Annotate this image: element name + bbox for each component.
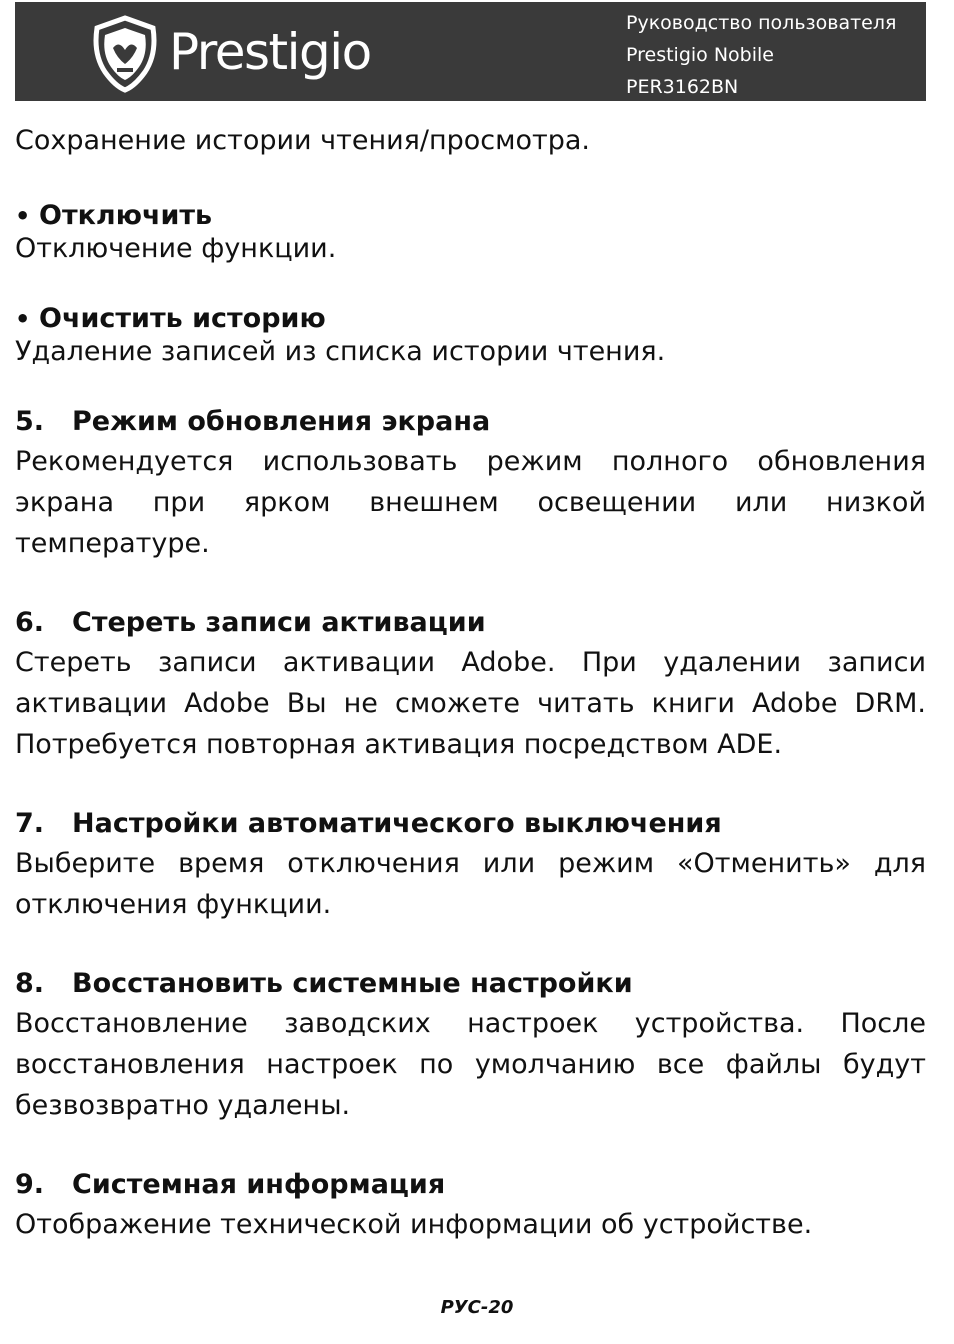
model-number: PER3162BN (626, 76, 739, 98)
prestigio-shield-icon (87, 14, 163, 94)
bullet-text: Отключение функции. (15, 233, 337, 264)
section-title: Восстановить системные настройки (72, 968, 633, 999)
manual-title: Руководство пользователя (626, 12, 897, 34)
prestigio-logo (87, 14, 417, 94)
page-header (15, 2, 926, 101)
section-7 (15, 805, 926, 925)
bullet-item (15, 301, 926, 367)
section-number: 7. (15, 808, 45, 839)
bullet-title: Отключить (39, 200, 213, 231)
bullet-icon: • (15, 305, 31, 333)
section-text: Выберите время отключения или режим «Отменить» для отключения функции. (15, 848, 926, 920)
header-info (626, 7, 896, 103)
section-title: Режим обновления экрана (72, 406, 491, 437)
section-title: Стереть записи активации (72, 607, 486, 638)
bullet-icon: • (15, 202, 31, 230)
section-6 (15, 604, 926, 765)
bullet-title: Очистить историю (39, 303, 326, 334)
section-text: Отображение технической информации об устройстве. (15, 1209, 813, 1240)
section-8 (15, 965, 926, 1126)
product-name: Prestigio Nobile (626, 44, 774, 66)
bullet-item (15, 198, 926, 264)
section-number: 9. (15, 1169, 45, 1200)
section-5 (15, 403, 926, 564)
section-number: 6. (15, 607, 45, 638)
page-number: РУС-20 (440, 1297, 514, 1318)
section-9 (15, 1166, 926, 1245)
section-number: 8. (15, 968, 45, 999)
section-number: 5. (15, 406, 45, 437)
logo-text: Prestigio (169, 23, 371, 81)
section-title: Системная информация (72, 1169, 446, 1200)
bullet-text: Удаление записей из списка истории чтения. (15, 336, 666, 367)
section-text: Рекомендуется использовать режим полного обновления экрана при ярком внешнем освещении или низкой температуре. (15, 446, 926, 559)
section-text: Стереть записи активации Adobe. При удалении записи активации Adobe Вы не сможете читать книги Adobe DRM. Потребуется повторная активация посредством ADE. (15, 647, 926, 760)
page-content (15, 120, 926, 1245)
intro-text: Сохранение истории чтения/просмотра. (15, 125, 591, 156)
section-title: Настройки автоматического выключения (72, 808, 722, 839)
section-text: Восстановление заводских настроек устройства. После восстановления настроек по умолчанию все файлы будут безвозвратно удалены. (15, 1008, 926, 1121)
